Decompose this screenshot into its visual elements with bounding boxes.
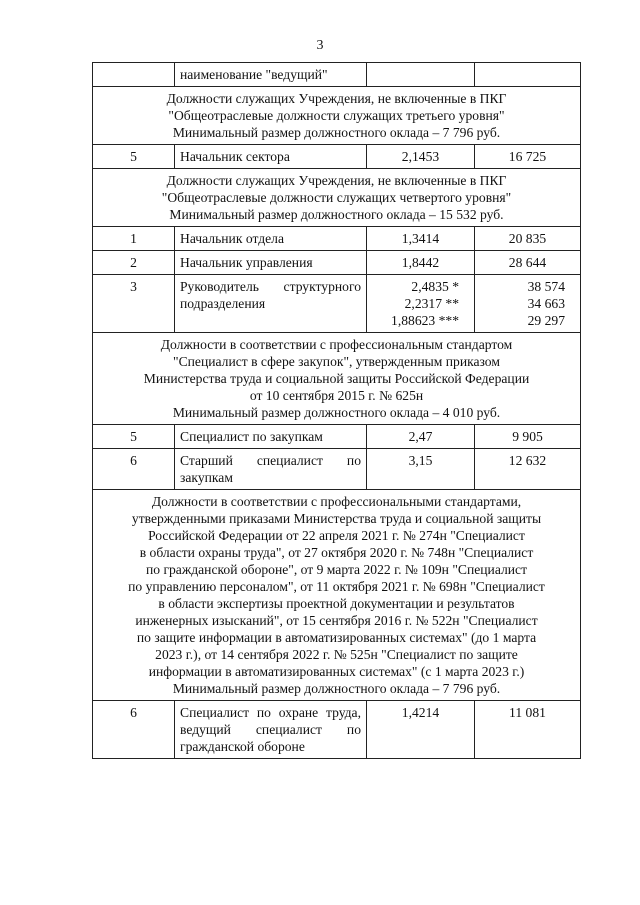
coefficient-cell: 2,47 [367,425,475,449]
position-name-cell: наименование "ведущий" [175,63,367,87]
section-header [93,87,581,145]
coefficient-cell [367,63,475,87]
coefficient-value: 2,4835 * [411,279,459,294]
salary-cell: 11 081 [475,701,581,759]
section-line: "Специалист в сфере закупок", утвержденным приказом [173,354,500,369]
section-header [93,333,581,425]
section-line: по управлению персоналом", от 11 октября 2021 г. № 698н "Специалист [128,579,545,594]
row-number-cell: 3 [93,275,175,333]
coefficient-value: 1,88623 *** [391,313,459,328]
salary-cell: 16 725 [475,145,581,169]
row-number-cell: 2 [93,251,175,275]
salary-cell: 28 644 [475,251,581,275]
coefficient-cell: 2,1453 [367,145,475,169]
coefficient-cell: 1,3414 [367,227,475,251]
section-line: утвержденными приказами Министерства труда и социальной защиты [131,511,542,526]
section-line: инженерных изысканий", от 15 сентября 2016 г. № 522н "Специалист [135,613,538,628]
table-row [93,449,581,490]
table-row [93,227,581,251]
section-line: в области экспертизы проектной документации и результатов [158,596,515,611]
section-line: Российской Федерации от 22 апреля 2021 г. № 274н "Специалист [148,528,525,543]
section-header [93,169,581,227]
table-row [93,63,581,87]
section-header [93,490,581,701]
position-name-cell: Старший специалист по закупкам [175,449,367,490]
row-number-cell: 5 [93,425,175,449]
coefficient-cell [367,275,475,333]
table-row [93,145,581,169]
salary-cell [475,63,581,87]
table-row [93,251,581,275]
section-line: Должности в соответствии с профессиональным стандартом [160,337,513,352]
section-header-row [93,490,581,701]
section-line: Должности в соответствии с профессиональными стандартами, [151,494,522,509]
coefficient-cell: 1,8442 [367,251,475,275]
coefficient-cell: 1,4214 [367,701,475,759]
salary-value: 38 574 [527,279,565,294]
section-line: Министерства труда и социальной защиты Российской Федерации [143,371,530,386]
section-line: Должности служащих Учреждения, не включенные в ПКГ [166,173,507,188]
position-name-cell: Руководитель структурного подразделения [175,275,367,333]
section-line: Минимальный размер должностного оклада – 7 796 руб. [172,125,501,140]
page-number: 3 [316,38,324,53]
section-header-row [93,169,581,227]
section-line: Минимальный размер должностного оклада – 4 010 руб. [172,405,501,420]
table-row [93,275,581,333]
coefficient-cell: 3,15 [367,449,475,490]
salary-cell: 12 632 [475,449,581,490]
table-row [93,425,581,449]
row-number-cell: 5 [93,145,175,169]
row-number-cell: 6 [93,449,175,490]
row-number-cell: 6 [93,701,175,759]
salary-value: 34 663 [527,296,565,311]
salary-cell [475,275,581,333]
row-number-cell [93,63,175,87]
section-line: "Общеотраслевые должности служащих третьего уровня" [168,108,505,123]
position-name-cell: Специалист по охране труда, ведущий специалист по гражданской обороне [175,701,367,759]
salary-value: 29 297 [527,313,565,328]
section-line: по защите информации в автоматизированных системах" (до 1 марта [136,630,537,645]
section-header-row [93,87,581,145]
position-name-cell: Начальник отдела [175,227,367,251]
section-line: 2023 г.), от 14 сентября 2022 г. № 525н "Специалист по защите [155,647,518,662]
section-line: Минимальный размер должностного оклада – 15 532 руб. [169,207,504,222]
position-name-cell: Специалист по закупкам [175,425,367,449]
section-line: от 10 сентября 2015 г. № 625н [249,388,424,403]
position-name-cell: Начальник сектора [175,145,367,169]
coefficient-value: 2,2317 ** [404,296,459,311]
row-number-cell: 1 [93,227,175,251]
section-header-row [93,333,581,425]
salary-table [92,62,581,759]
section-line: Должности служащих Учреждения, не включенные в ПКГ [166,91,507,106]
section-line: Минимальный размер должностного оклада – 7 796 руб. [172,681,501,696]
section-line: "Общеотраслевые должности служащих четвертого уровня" [161,190,512,205]
section-line: в области охраны труда", от 27 октября 2020 г. № 748н "Специалист [139,545,534,560]
section-line: по гражданской обороне", от 9 марта 2022 г. № 109н "Специалист [145,562,528,577]
salary-cell: 20 835 [475,227,581,251]
section-line: информации в автоматизированных системах" (с 1 марта 2023 г.) [148,664,525,679]
position-name-cell: Начальник управления [175,251,367,275]
table-row [93,701,581,759]
salary-cell: 9 905 [475,425,581,449]
